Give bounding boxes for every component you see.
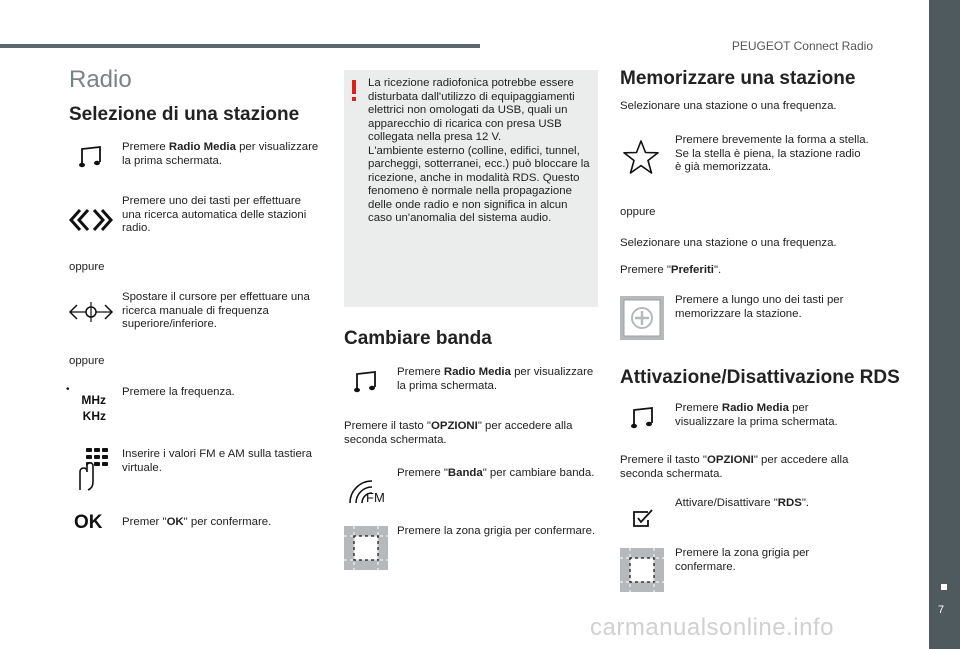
header-rule	[0, 44, 480, 48]
right-item-2: Premere a lungo uno dei tasti per memorizzare la stazione.	[675, 294, 844, 320]
grey-zone-icon	[620, 548, 664, 592]
right-item-1: Premere brevemente la forma a stella. Se la stella è piena, la stazione radio è già memorizzata.	[675, 134, 869, 173]
heading-change-band: Cambiare banda	[344, 328, 492, 349]
watermark: carmanualsonline.info	[590, 614, 834, 641]
page-number: 7	[938, 604, 945, 616]
warning-note-text: La ricezione radiofonica potrebbe essere disturbata dall'utilizzo di equipaggiamenti elettrici non omologati da USB, quali un apparecchio di ricarica con presa USB collegata nella presa 12 V. L'ambiente esterno (colline, edifici, tunnel, parcheggi, sotterranei, ecc.) può bloccare la ricezione, anche in modalità RDS. Questo fenomeno è normale nella propagazione delle onde radio e non significa in alcun caso un'anomalia del sistema audio.	[368, 77, 590, 224]
right-p1: Selezionare una stazione o una frequenza.	[620, 100, 837, 112]
music-note-icon	[353, 370, 379, 394]
left-item-1: Premere Radio Media per visualizzare la prima schermata.	[122, 141, 319, 167]
right-item-3: Premere Radio Media per visualizzare la prima schermata.	[675, 402, 838, 428]
music-note-icon	[630, 406, 656, 430]
left-item-6: Premer "OK" per confermare.	[122, 516, 272, 528]
left-item-4: Premere la frequenza.	[122, 386, 235, 398]
seek-arrows-icon	[68, 207, 114, 233]
middle-item-1: Premere Radio Media per visualizzare la prima schermata.	[397, 366, 594, 392]
heading-rds: Attivazione/Disattivazione RDS	[620, 367, 900, 388]
left-item-5: Inserire i valori FM e AM sulla tastiera virtuale.	[122, 448, 312, 474]
mhz-label: MHz	[81, 393, 106, 407]
khz-label: KHz	[82, 409, 106, 423]
right-p3: Premere "Preferiti".	[620, 264, 722, 276]
right-item-5: Premere la zona grigia per confermare.	[675, 547, 810, 573]
right-oppure: oppure	[620, 206, 656, 218]
heading-select-station: Selezione di una stazione	[69, 104, 300, 125]
right-options-text: Premere il tasto "OPZIONI" per accedere alla seconda schermata.	[620, 454, 849, 480]
mhz-khz-icon	[72, 392, 106, 424]
right-p2: Selezionare una stazione o una frequenza.	[620, 237, 837, 249]
left-oppure-1: oppure	[69, 261, 105, 273]
left-oppure-2: oppure	[69, 355, 105, 367]
left-item-2: Premere uno dei tasti per effettuare una ricerca automatica delle stazioni radio.	[122, 195, 307, 234]
warning-icon	[352, 80, 356, 94]
fm-label: FM	[366, 490, 385, 505]
middle-options-text: Premere il tasto "OPZIONI" per accedere alla seconda schermata.	[344, 420, 573, 446]
left-item-3: Spostare il cursore per effettuare una ricerca manuale di frequenza superiore/inferiore.	[122, 291, 310, 330]
grey-zone-icon	[344, 526, 388, 570]
middle-item-2: Premere "Banda" per cambiare banda.	[397, 467, 595, 479]
middle-item-3: Premere la zona grigia per confermare.	[397, 525, 596, 537]
page-sidebar	[929, 0, 960, 649]
tuning-cursor-icon	[68, 301, 114, 323]
preset-add-icon	[620, 296, 664, 340]
heading-store-station: Memorizzare una stazione	[620, 68, 856, 89]
right-item-4: Attivare/Disattivare "RDS".	[675, 497, 810, 509]
star-icon	[622, 139, 660, 175]
bullet-dot: •	[66, 384, 70, 395]
page-marker	[941, 584, 947, 590]
manual-title: PEUGEOT Connect Radio	[731, 39, 873, 53]
warning-icon-dot	[352, 97, 356, 101]
checkbox-icon	[632, 508, 654, 528]
ok-icon: OK	[74, 512, 103, 533]
music-note-icon	[78, 145, 104, 169]
section-title: Radio	[69, 66, 132, 93]
keypad-icon	[74, 446, 110, 492]
